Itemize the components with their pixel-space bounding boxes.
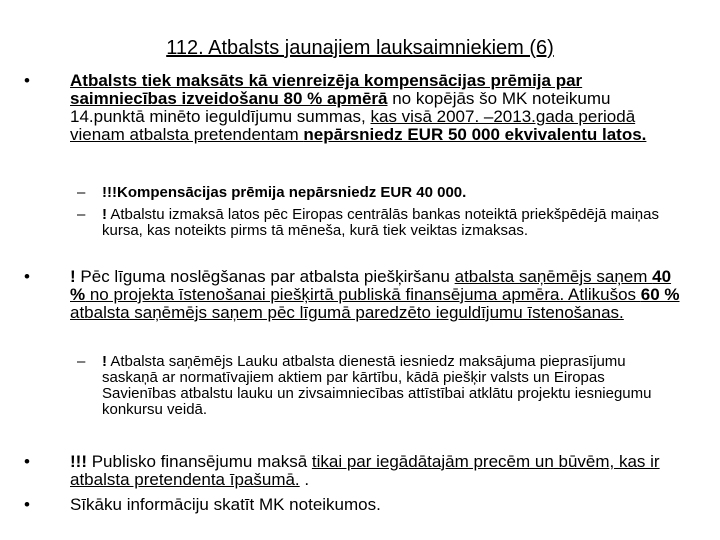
sub-bullet-text	[102, 354, 676, 418]
text-run: Atbalstu izmaksā latos pēc Eiropas centrālās bankas noteiktā priekšpēdējā maiņas kursa, kas noteikts pirms tā mēneša, kurā tiek veiktas izmaksas.	[102, 206, 659, 239]
text-run: Pēc līguma noslēgšanas par atbalsta piešķiršanu	[75, 267, 455, 286]
sub-bullet-text	[102, 207, 676, 239]
text-run-bold: !!!Kompensācijas prēmija nepārsniedz EUR 40 000.	[102, 184, 467, 201]
text-run-underline: tikai par iegādātajām precēm un būvēm, kas ir atbalsta pretendenta īpašumā.	[70, 452, 660, 489]
text-run-bold-underline: nepārsniedz EUR 50 000 ekvivalentu latos.	[303, 125, 647, 144]
text-run-underline: kas visā 2007. –2013.gada periodā vienam atbalsta pretendentam	[70, 107, 636, 144]
bullet-text	[70, 453, 686, 489]
bullet-text	[70, 496, 686, 514]
text-run-bold: !	[102, 353, 107, 370]
text-run: no kopējās šo MK noteikumu 14.punktā minēto ieguldījumu summas,	[70, 89, 611, 126]
text-run: Atbalsta saņēmējs Lauku atbalsta dienestā iesniedz maksājuma pieprasījumu saskaņā ar normatīvajiem aktiem par kārtību, kādā piešķir valsts un Eiropas Savienības atbalstu lauku un zivsaimniecības attīstībai atklātu projektu iesniegumu konkursu veidā.	[102, 353, 652, 418]
bullet-text	[70, 72, 686, 144]
bullet-marker: •	[24, 452, 30, 471]
sub-bullet-item-1a	[77, 184, 676, 201]
text-run-underline: atbalsta saņēmējs saņem pēc līgumā paredzēto ieguldījumu īstenošanas.	[70, 303, 624, 322]
bullet-text	[70, 268, 686, 322]
text-run: Publisko finansējumu maksā	[86, 452, 312, 471]
text-run: Sīkāku informāciju skatīt MK noteikumos.	[70, 495, 381, 514]
bullet-marker: •	[24, 71, 30, 90]
text-run-bold: !	[102, 206, 107, 223]
sub-bullet-text	[102, 185, 676, 201]
sub-bullet-item-2a	[77, 353, 676, 418]
sub-bullet-marker: –	[77, 353, 86, 370]
sub-bullet-marker: –	[77, 206, 86, 223]
text-run-bold: !!!	[70, 452, 87, 471]
text-run-bold-underline: 60 %	[640, 285, 680, 304]
slide-title: 112. Atbalsts jaunajiem lauksaimniekiem (6)	[166, 37, 554, 59]
bullet-marker: •	[24, 267, 30, 286]
sub-bullet-item-1b	[77, 206, 676, 239]
text-run-underline: atbalsta saņēmējs saņem	[454, 267, 653, 286]
text-run-bold-underline: Atbalsts tiek maksāts kā vienreizēja kompensācijas prēmija par saimniecības izveidošanu 80 % apmērā	[70, 71, 583, 108]
sub-bullet-marker: –	[77, 184, 86, 201]
text-run-bold: !	[70, 267, 76, 286]
text-run-bold-underline: 40 %	[70, 267, 672, 304]
text-run-underline: no projekta īstenošanai piešķirtā publiskā finansējuma apmēra. Atlikušos	[85, 285, 641, 304]
bullet-item-1	[24, 71, 686, 144]
bullet-marker: •	[24, 495, 30, 514]
text-run: .	[299, 470, 310, 489]
bullet-item-3	[24, 452, 686, 489]
bullet-item-2	[24, 267, 686, 322]
bullet-item-4	[24, 495, 686, 514]
